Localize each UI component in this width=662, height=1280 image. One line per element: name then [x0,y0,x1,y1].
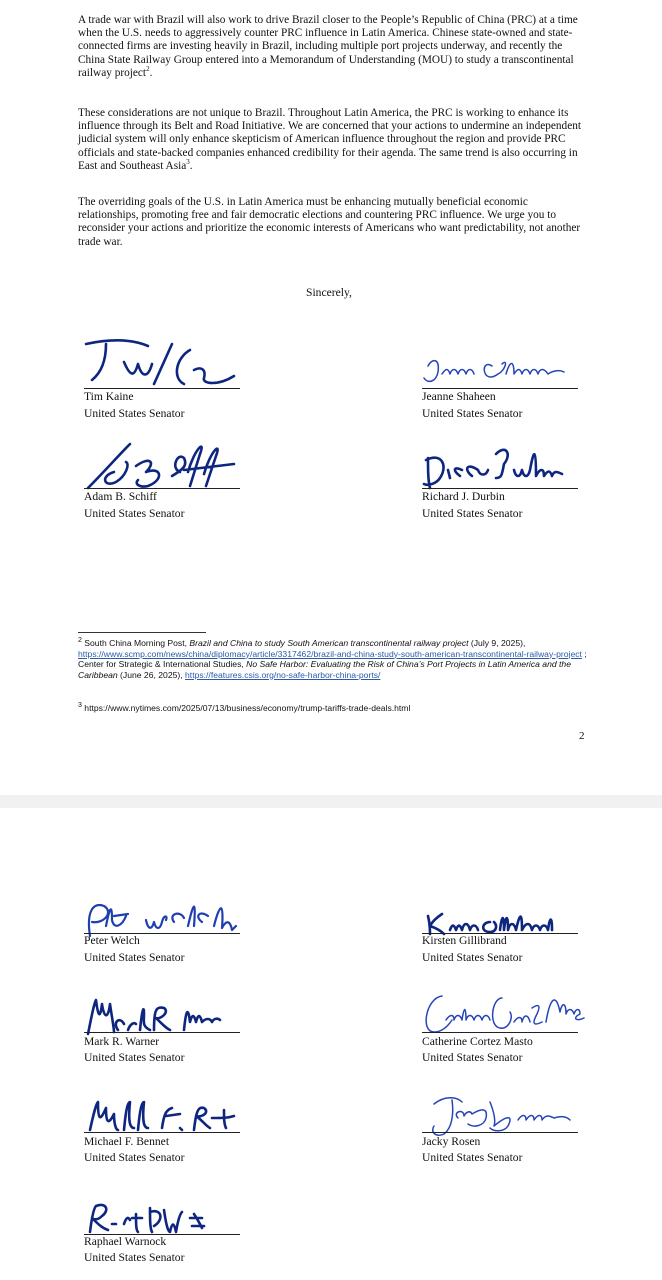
footnote-3: $^3$ https://www.nytimes.com/2025/07/13/business/economy/trump-tariffs-trade-deals.html [78,702,411,713]
signer-title: United States Senator [422,407,523,420]
footnote-ref-3: 3 [186,158,190,167]
signature-block-cortez-masto [422,986,632,1074]
signature-block-warner [84,986,294,1074]
signer-title: United States Senator [84,507,185,520]
signer-name: Raphael Warnock [84,1235,167,1248]
closing-salutation: Sincerely, [306,286,352,299]
paragraph-goals: The overriding goals of the U.S. in Latin America must be enhancing mutually beneficial economic relationships, promoting free and fair democratic elections and countering PRC influence. We urge you to reconsider your actions and prioritize the economic interests of Americans who want predictability, not another trade war. [78,196,581,248]
signer-name: Catherine Cortez Masto [422,1035,533,1048]
signer-name: Michael F. Bennet [84,1135,170,1148]
paragraph-latin-america: These considerations are not unique to Brazil. Throughout Latin America, the PRC is working to enhance its influence through its Belt and Road Initiative. We are concerned that your actions to undermine an independent judicial system will only enhance skepticism of American influence throughout the region and provide PRC officials and state-backed companies enhanced credibility for their agenda. The same trend is also occurring in East and Southeast Asia$^3$. [78,107,582,172]
signature-block-kaine [84,336,294,424]
footnote-link-scmp[interactable]: https://www.scmp.com/news/china/diplomacy/article/3317462/brazil-and-china-study-south-american-transcontinental-railway-project [78,648,582,659]
signature-durbin-image [422,436,592,492]
signature-kaine-image [84,336,254,392]
signature-block-schiff [84,436,294,524]
letter-page-3 [0,808,662,1280]
signer-title: United States Senator [84,1051,185,1064]
signer-name: Peter Welch [84,934,140,947]
signature-block-durbin [422,436,632,524]
footnote-2: $^2$ South China Morning Post, Brazil and China to study South American transcontinental railway project (July 9, 2025), https://www.scmp.com/news/china/diplomacy/article/3317462/brazil-and-china-study-south-american-transcontinental-railway-project ; Center for Strategic & International Studies, No Safe Harbor: Evaluating the Risk of China’s Port Projects in Latin America and the Caribbean (June 26, 2025), https://features.csis.org/no-safe-harbor-china-ports/ [78,637,587,680]
signer-name: Jeanne Shaheen [422,390,496,403]
footnote-link-csis[interactable]: https://features.csis.org/no-safe-harbor-china-ports/ [185,669,381,680]
signer-title: United States Senator [84,1151,185,1164]
footnote-divider [78,632,206,633]
signature-warner-image [84,986,254,1042]
signature-shaheen-image [422,336,592,392]
signer-title: United States Senator [84,951,185,964]
paragraph-trade-war: A trade war with Brazil will also work to drive Brazil closer to the People’s Republic of China (PRC) at a time when the U.S. needs to aggressively counter PRC influence in Latin America. Chinese state-owned and state-connected firms are investing heavily in Brazil, including multiple port projects underway, and recently the China State Railway Group entered into a Memorandum of Understanding (MOU) to study a transcontinental railway project$^2$. [78,14,578,79]
signer-name: Richard J. Durbin [422,490,505,503]
signature-block-rosen [422,1086,632,1174]
signer-name: Mark R. Warner [84,1035,160,1048]
signature-bennet-image [84,1086,254,1142]
page-number: 2 [579,730,585,742]
signer-title: United States Senator [422,1151,523,1164]
signature-rosen-image [422,1086,592,1142]
footnote-ref-2: 2 [146,65,150,74]
signer-title: United States Senator [422,951,523,964]
signer-name: Kirsten Gillibrand [422,934,507,947]
signer-title: United States Senator [422,507,523,520]
signature-cortez-masto-image [422,986,592,1042]
signature-block-gillibrand [422,886,632,974]
signature-block-bennet [84,1086,294,1174]
signer-title: United States Senator [84,1251,185,1264]
signer-name: Adam B. Schiff [84,490,157,503]
signer-name: Tim Kaine [84,390,134,403]
signature-block-shaheen [422,336,632,424]
signer-name: Jacky Rosen [422,1135,481,1148]
signer-title: United States Senator [84,407,185,420]
signature-block-warnock [84,1188,294,1276]
signature-block-welch [84,886,294,974]
signature-schiff-image [84,436,254,492]
signer-title: United States Senator [422,1051,523,1064]
